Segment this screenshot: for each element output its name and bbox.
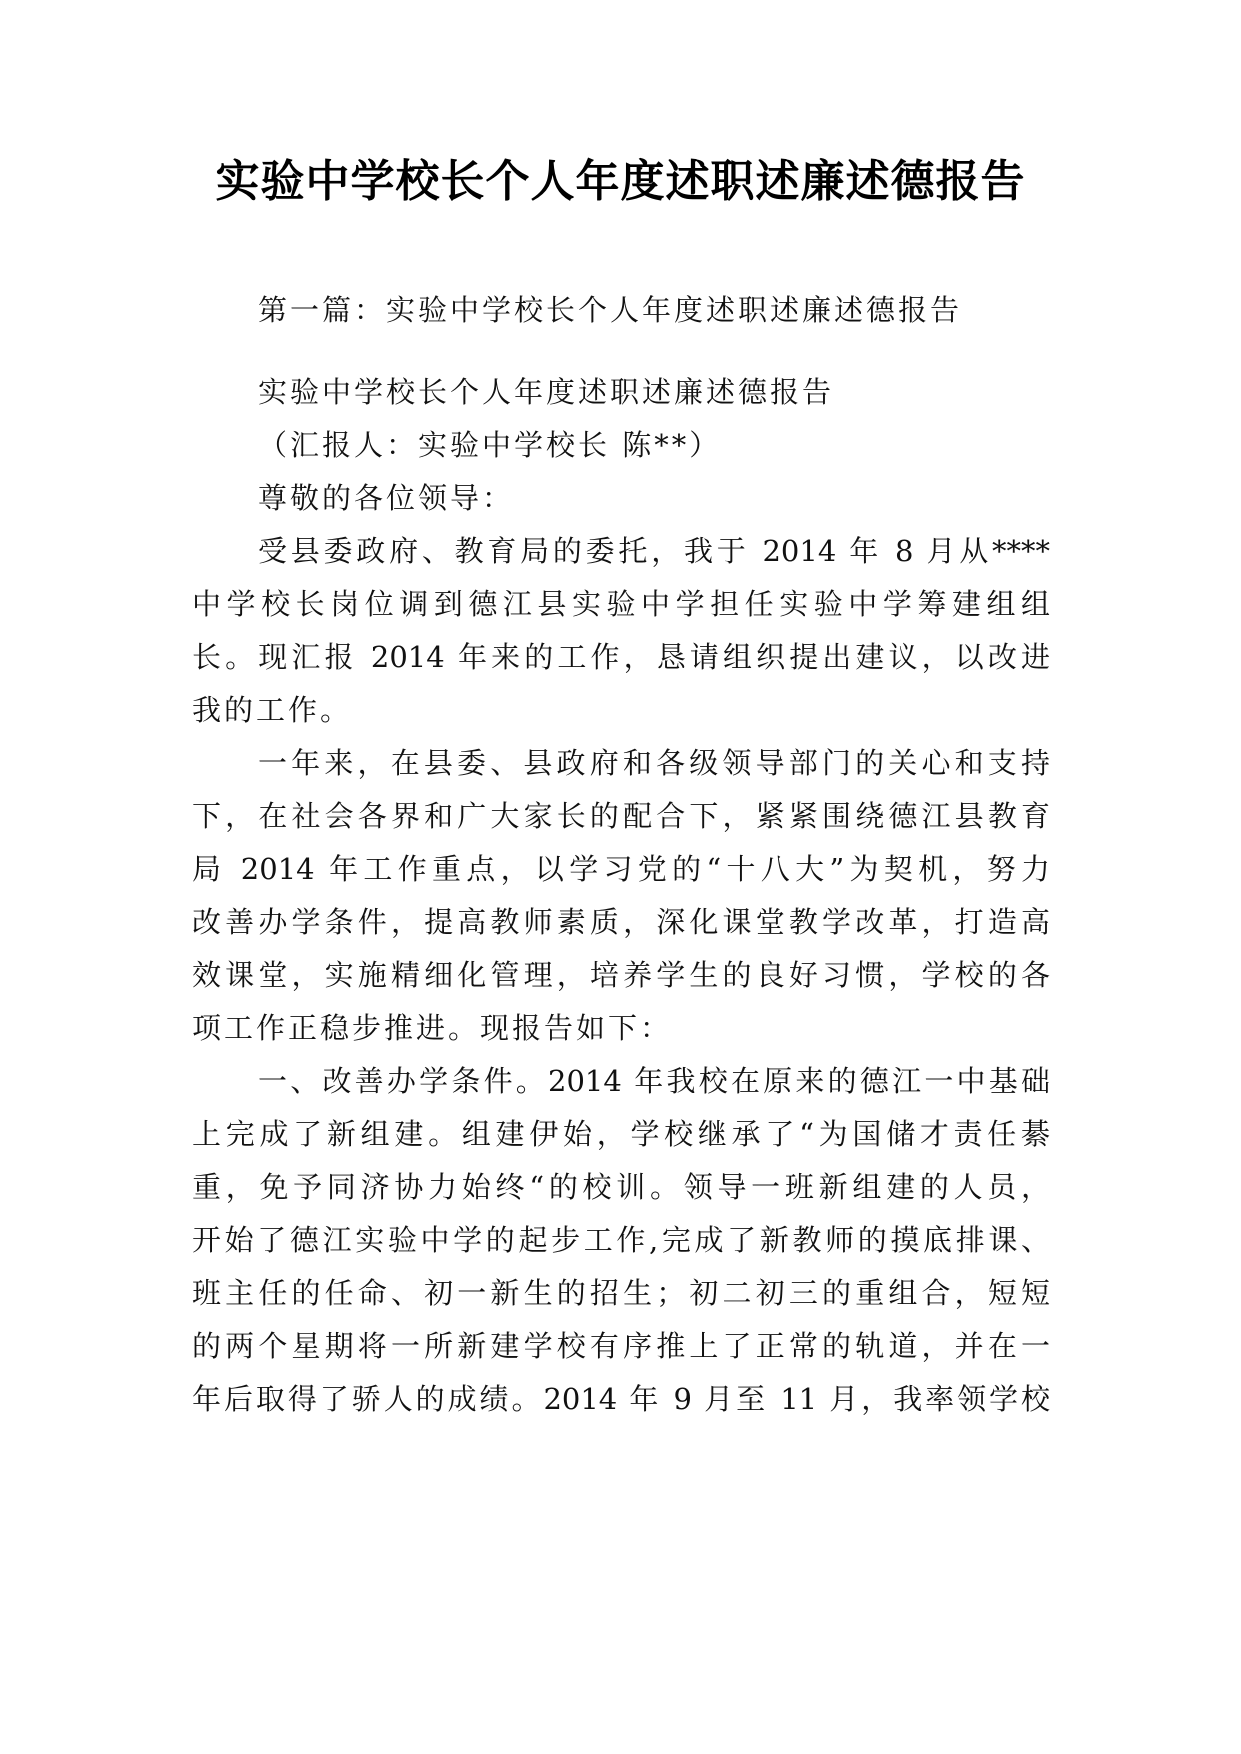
report-title: 实验中学校长个人年度述职述廉述德报告 (258, 375, 835, 409)
paragraph-line: 长。现汇报 2014 年来的工作，恳请组织提出建议，以改进 (192, 640, 1050, 674)
paragraph-line: 中学校长岗位调到德江县实验中学担任实验中学筹建组组 (192, 587, 1050, 621)
paragraph-line: 效课堂，实施精细化管理，培养学生的良好习惯，学校的各 (192, 958, 1050, 992)
paragraph-line: 的两个星期将一所新建学校有序推上了正常的轨道，并在一 (192, 1329, 1050, 1363)
document-title: 实验中学校长个人年度述职述廉述德报告 (215, 156, 1026, 207)
salutation: 尊敬的各位领导： (258, 481, 515, 515)
paragraph-line: 我的工作。 (192, 693, 353, 727)
paragraph-line: 一年来，在县委、县政府和各级领导部门的关心和支持 (258, 746, 1050, 780)
paragraph-line: 年后取得了骄人的成绩。2014 年 9 月至 11 月，我率领学校 (192, 1382, 1050, 1416)
paragraph-line: 一、改善办学条件。2014 年我校在原来的德江一中基础 (258, 1064, 1050, 1098)
paragraph-line: 重，免予同济协力始终“的校训。领导一班新组建的人员， (192, 1170, 1050, 1204)
paragraph-line: 下，在社会各界和广大家长的配合下，紧紧围绕德江县教育 (192, 799, 1050, 833)
paragraph-line: 局 2014 年工作重点，以学习党的“十八大”为契机，努力 (192, 852, 1050, 886)
paragraph-line: 上完成了新组建。组建伊始，学校继承了“为国储才责任綦 (192, 1117, 1050, 1151)
paragraph-line: 开始了德江实验中学的起步工作,完成了新教师的摸底排课、 (192, 1223, 1050, 1257)
section-heading: 第一篇：实验中学校长个人年度述职述廉述德报告 (258, 293, 963, 327)
paragraph-line: 项工作正稳步推进。现报告如下： (192, 1011, 673, 1045)
paragraph-line: 改善办学条件，提高教师素质，深化课堂教学改革，打造高 (192, 905, 1050, 939)
paragraph-line: 受县委政府、教育局的委托，我于 2014 年 8 月从**** (258, 534, 1050, 568)
reporter-line: （汇报人：实验中学校长 陈**） (258, 428, 722, 462)
paragraph-line: 班主任的任命、初一新生的招生；初二初三的重组合，短短 (192, 1276, 1050, 1310)
